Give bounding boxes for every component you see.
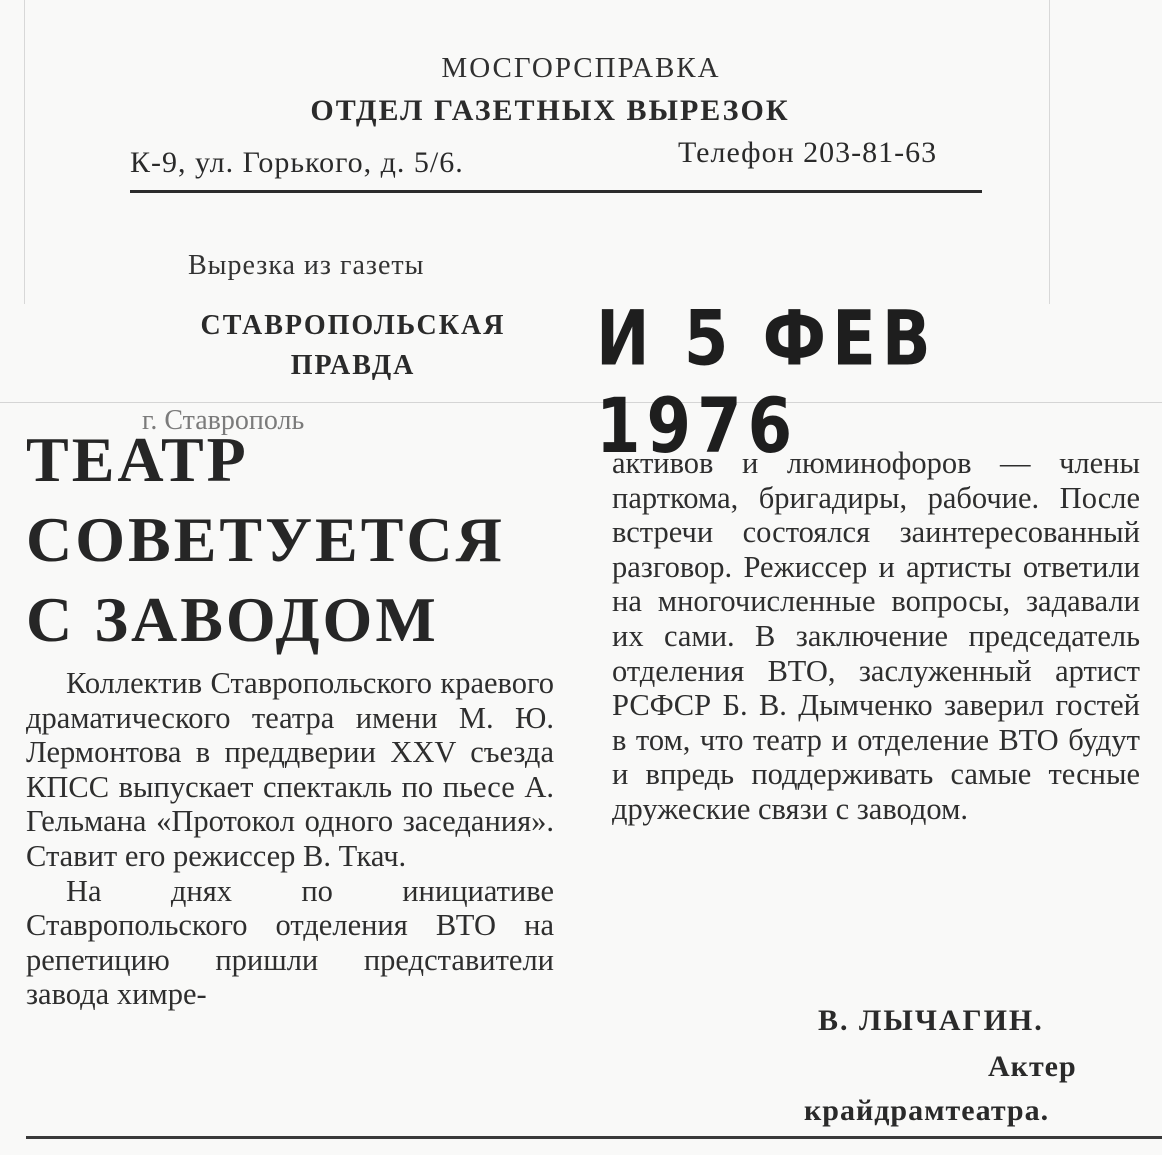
author-name: В. ЛЫЧАГИН. bbox=[818, 1004, 1044, 1037]
author-organization: крайдрамтеатра. bbox=[804, 1094, 1050, 1127]
header-divider bbox=[130, 190, 982, 193]
agency-phone: Телефон 203-81-63 bbox=[678, 136, 938, 169]
article-column-left bbox=[26, 666, 554, 1012]
article-paragraph-3: активов и люминофоров — члены парткома, бригадиры, рабочие. После встречи состоялся заинтересованный разговор. Режиссер и артисты ответили на многочисленные вопросы, задавали их сами. В заключение председатель отделения ВТО, заслуженный артист РСФСР Б. В. Дымченко заверил гостей в том, что театр и отделение ВТО будут и впредь поддерживать самые тесные дружеские связи с заводом. bbox=[612, 446, 1140, 826]
date-stamp: И 5 ФЕВ 1976 bbox=[596, 296, 937, 471]
newspaper-name-line1: СТАВРОПОЛЬСКАЯ bbox=[200, 310, 506, 341]
city-label: г. Ставрополь bbox=[142, 405, 305, 436]
agency-address: К-9, ул. Горького, д. 5/6. bbox=[130, 146, 464, 179]
author-role: Актер bbox=[988, 1050, 1077, 1083]
newspaper-name bbox=[168, 306, 538, 386]
newspaper-name-line2: ПРАВДА bbox=[290, 350, 416, 381]
article-paragraph-1: Коллектив Ставропольского краевого драматического театра имени М. Ю. Лермонтова в преддверии XXV съезда КПСС выпускает спектакль по пьесе А. Гельмана «Протокол одного заседания». Ставит его режиссер В. Ткач. bbox=[26, 666, 554, 873]
headline-line2: СОВЕТУЕТСЯ bbox=[26, 504, 505, 575]
headline-line1: ТЕАТР bbox=[26, 424, 249, 495]
agency-name: МОСГОРСПРАВКА bbox=[441, 52, 721, 84]
article-headline bbox=[26, 420, 505, 660]
agency-department: ОТДЕЛ ГАЗЕТНЫХ ВЫРЕЗОК bbox=[310, 94, 790, 127]
bottom-divider bbox=[26, 1136, 1162, 1139]
article-paragraph-2: На днях по инициативе Ставропольского отделения ВТО на репетицию пришли представители завода химре- bbox=[26, 873, 554, 1012]
clipping-source-label: Вырезка из газеты bbox=[188, 250, 425, 281]
article-column-right bbox=[612, 446, 1140, 827]
headline-line3: С ЗАВОДОМ bbox=[26, 584, 439, 655]
